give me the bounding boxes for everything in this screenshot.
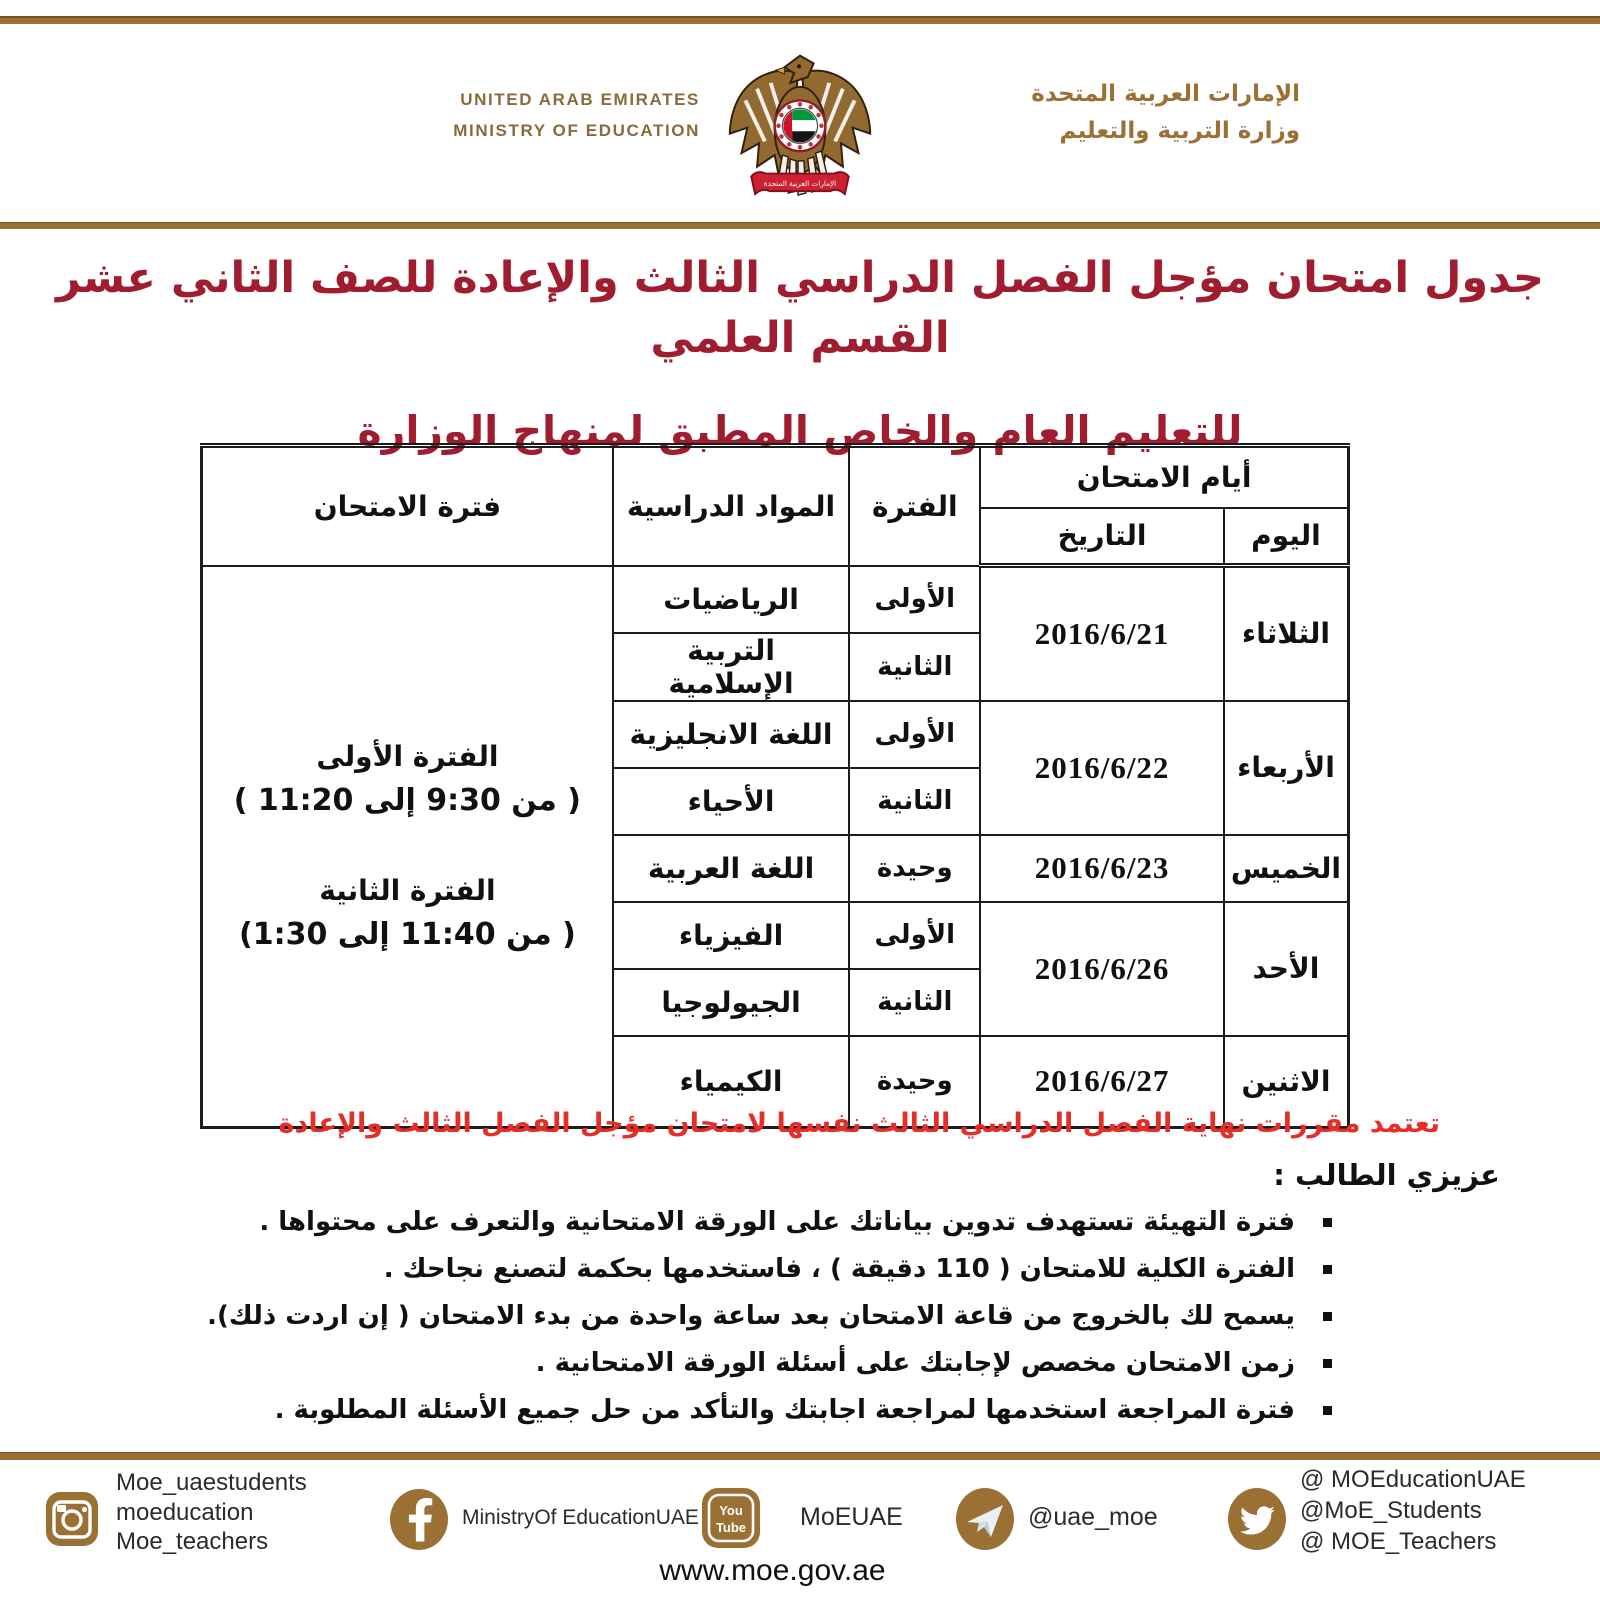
- ministry-name-ar-line2: وزارة التربية والتعليم: [1059, 118, 1300, 144]
- list-item: [207, 1208, 1332, 1236]
- ministry-name-en-line1: UNITED ARAB EMIRATES: [460, 90, 700, 109]
- instruction-text: يسمح لك بالخروج من قاعة الامتحان بعد ساعة واحدة من بدء الامتحان ( إن اردت ذلك).: [207, 1301, 1295, 1331]
- instagram-handles: [116, 1468, 307, 1557]
- svg-text:الإمارات العربية المتحدة: الإمارات العربية المتحدة: [763, 179, 837, 189]
- subject-cell: الرياضيات: [613, 566, 850, 633]
- ministry-name-en-line2: MINISTRY OF EDUCATION: [453, 121, 700, 140]
- period-cell: الأولى: [849, 701, 980, 768]
- subject-cell: التربية الإسلامية: [613, 633, 850, 701]
- period-cell: الأولى: [849, 902, 980, 969]
- day-cell: الاثنين: [1224, 1036, 1349, 1128]
- instruction-text: الفترة الكلية للامتحان ( 110 دقيقة ) ، فاستخدمها بحكمة لتصنع نجاحك .: [383, 1254, 1295, 1284]
- day-cell: الأحد: [1224, 902, 1349, 1036]
- ministry-name-ar-line1: الإمارات العربية المتحدة: [1031, 81, 1300, 107]
- ministry-name-english: [0, 84, 700, 146]
- document-title-line1: جدول امتحان مؤجل الفصل الدراسي الثالث والإعادة للصف الثاني عشر القسم العلمي: [56, 253, 1544, 363]
- list-item: [207, 1255, 1332, 1283]
- youtube-handle[interactable]: MoEUAE: [800, 1503, 903, 1531]
- twitter-handle[interactable]: @MoE_Students: [1300, 1497, 1482, 1524]
- day-cell: الأربعاء: [1224, 701, 1349, 835]
- list-item: [207, 1349, 1332, 1377]
- instagram-handle[interactable]: Moe_teachers: [116, 1528, 269, 1555]
- date-cell: 2016/6/22: [980, 701, 1224, 835]
- day-cell: الخميس: [1224, 835, 1349, 902]
- instagram-handle[interactable]: moeducation: [116, 1498, 254, 1526]
- telegram-handle[interactable]: @uae_moe: [1028, 1503, 1158, 1531]
- document-title: [0, 248, 1600, 456]
- period-cell: الثانية: [849, 768, 980, 835]
- ministry-name-arabic: [948, 76, 1300, 150]
- period-cell: الثانية: [849, 969, 980, 1036]
- table-row: [202, 566, 1349, 633]
- facebook-handle[interactable]: MinistryOf EducationUAE: [462, 1506, 699, 1529]
- date-cell: 2016/6/26: [980, 902, 1224, 1036]
- bullet-square-icon: [1323, 1218, 1332, 1227]
- exam-period-cell: [202, 566, 613, 1128]
- top-divider-line: [0, 16, 1600, 24]
- column-header-date: التاريخ: [980, 508, 1224, 566]
- first-period-label: الفترة الأولى: [316, 740, 499, 774]
- column-header-exam-period: فترة الامتحان: [202, 446, 613, 566]
- youtube-icon[interactable]: [702, 1488, 760, 1548]
- bullet-square-icon: [1323, 1265, 1332, 1274]
- bullet-square-icon: [1323, 1312, 1332, 1321]
- list-item: [207, 1302, 1332, 1330]
- twitter-icon[interactable]: [1228, 1488, 1286, 1550]
- curriculum-note: تعتمد مقررات نهاية الفصل الدراسي الثالث نفسها لامتحان مؤجل الفصل الثالث والإعادة: [278, 1108, 1440, 1139]
- day-cell: الثلاثاء: [1224, 566, 1349, 701]
- subject-cell: الجيولوجيا: [613, 969, 850, 1036]
- footer-divider-line: [0, 1452, 1600, 1460]
- subject-cell: الأحياء: [613, 768, 850, 835]
- date-cell: 2016/6/23: [980, 835, 1224, 902]
- svg-text:Tube: Tube: [715, 1520, 747, 1535]
- subject-cell: اللغة الانجليزية: [613, 701, 850, 768]
- first-period-time: ( من 9:30 إلى 11:20 ): [233, 783, 582, 819]
- subject-cell: الكيمياء: [613, 1036, 850, 1128]
- period-cell: الأولى: [849, 566, 980, 633]
- twitter-handle[interactable]: @ MOE_Teachers: [1300, 1528, 1497, 1555]
- column-header-exam-days: أيام الامتحان: [980, 446, 1348, 508]
- bullet-square-icon: [1323, 1406, 1332, 1415]
- list-item: [207, 1396, 1332, 1424]
- dear-student-heading: عزيزي الطالب :: [1273, 1158, 1500, 1192]
- column-header-day: اليوم: [1224, 508, 1349, 566]
- exam-schedule-table-wrapper: [200, 443, 1350, 1129]
- website-url[interactable]: www.moe.gov.ae: [659, 1554, 886, 1587]
- subject-cell: اللغة العربية: [613, 835, 850, 902]
- second-period-label: الفترة الثانية: [319, 874, 496, 908]
- instruction-text: فترة المراجعة استخدمها لمراجعة اجابتك والتأكد من حل جميع الأسئلة المطلوبة .: [274, 1395, 1295, 1425]
- column-header-period: الفترة: [849, 446, 980, 566]
- twitter-handle[interactable]: @ MOEducationUAE: [1300, 1466, 1526, 1493]
- date-cell: 2016/6/27: [980, 1036, 1224, 1128]
- facebook-icon[interactable]: [390, 1489, 448, 1550]
- telegram-icon[interactable]: [956, 1488, 1014, 1550]
- period-cell: وحيدة: [849, 1036, 980, 1128]
- bullet-square-icon: [1323, 1359, 1332, 1368]
- instruction-text: زمن الامتحان مخصص لإجابتك على أسئلة الورقة الامتحانية .: [535, 1348, 1295, 1378]
- period-cell: وحيدة: [849, 835, 980, 902]
- column-header-subjects: المواد الدراسية: [613, 446, 850, 566]
- subject-cell: الفيزياء: [613, 902, 850, 969]
- twitter-handles: [1300, 1464, 1526, 1557]
- uae-coat-of-arms-icon: [722, 40, 878, 206]
- student-instructions-list: [207, 1208, 1332, 1443]
- document-title-line2: للتعليم العام والخاص المطبق لمنهاج الوزارة: [357, 407, 1243, 455]
- period-cell: الثانية: [849, 633, 980, 701]
- instagram-icon[interactable]: [46, 1492, 98, 1546]
- svg-text:You: You: [719, 1503, 743, 1518]
- header-divider-line: [0, 222, 1600, 229]
- second-period-time: ( من 11:40 إلى 1:30): [238, 917, 576, 953]
- instruction-text: فترة التهيئة تستهدف تدوين بياناتك على الورقة الامتحانية والتعرف على محتواها .: [259, 1207, 1295, 1237]
- instagram-handle[interactable]: Moe_uaestudents: [116, 1469, 307, 1496]
- date-cell: 2016/6/21: [980, 566, 1224, 701]
- exam-schedule-table: [200, 443, 1350, 1129]
